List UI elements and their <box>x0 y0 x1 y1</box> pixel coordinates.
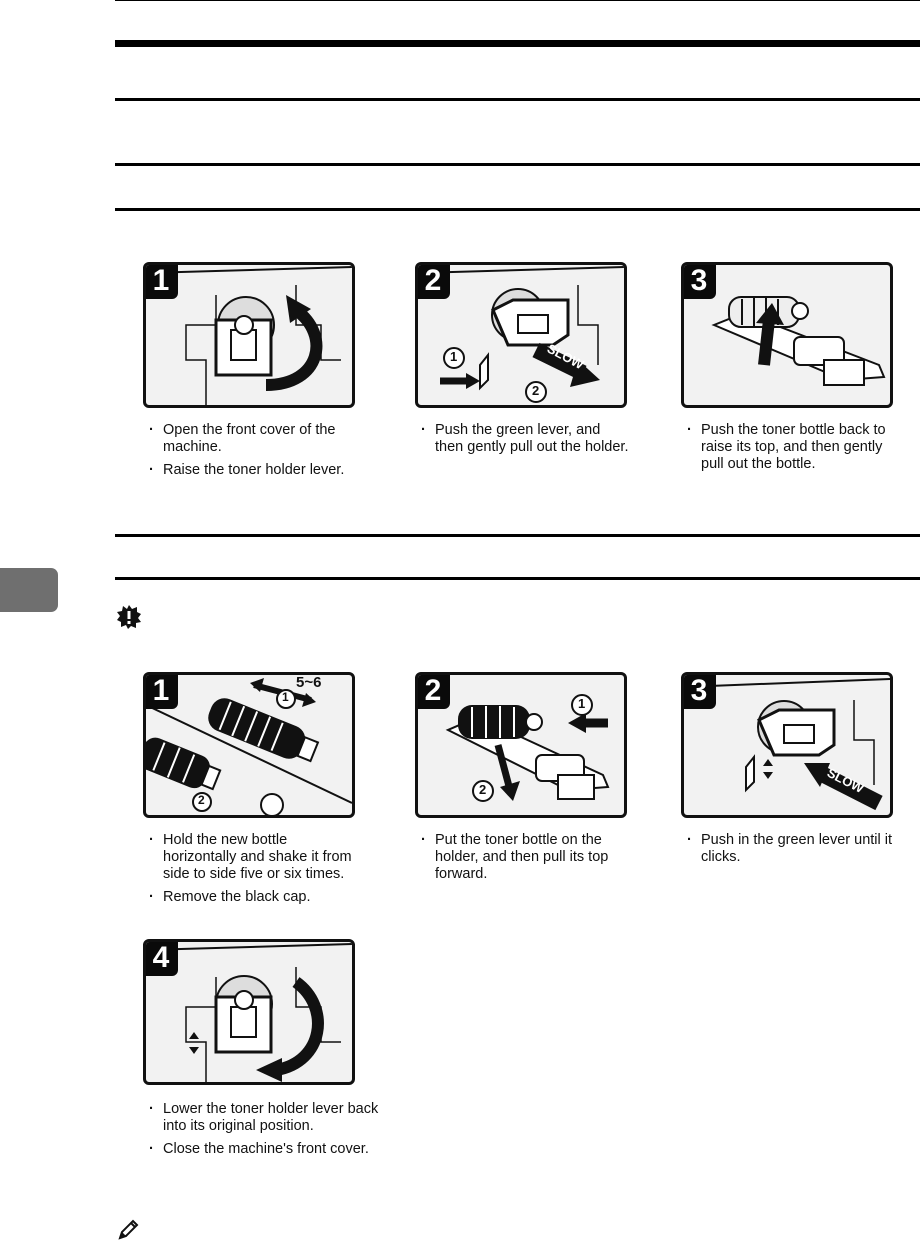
slow-label: SLOW <box>544 340 587 373</box>
caption-bullet: · Remove the black cap. <box>147 889 357 906</box>
step-number-badge: 1 <box>144 673 178 709</box>
caption-bullet: · Open the front cover of the machine. <box>147 422 379 456</box>
remove-step-1-caption <box>147 422 379 485</box>
insert-step-3-figure <box>681 672 893 818</box>
note-pencil-icon <box>116 1218 140 1242</box>
step-number-badge: 2 <box>416 263 450 299</box>
caption-bullet: · Push in the green lever until it clicks. <box>685 832 903 866</box>
insert-step-1-caption <box>147 832 357 912</box>
step-number-badge: 3 <box>682 263 716 299</box>
step-number-badge: 4 <box>144 940 178 976</box>
insert-step-4-caption <box>147 1101 379 1164</box>
insert-step-2-figure <box>415 672 627 818</box>
caption-bullet: · Hold the new bottle horizontally and shake it from side to side five or six times. <box>147 832 357 883</box>
header-thick-rule <box>115 40 920 47</box>
section-rule-2 <box>115 163 920 166</box>
header-hairline-rule <box>115 0 920 1</box>
circled-number-2: 2 <box>532 383 540 398</box>
insert-step-1-figure <box>143 672 355 818</box>
caption-bullet: · Lower the toner holder lever back into its original position. <box>147 1101 379 1135</box>
remove-step-2-figure <box>415 262 627 408</box>
remove-step-3-caption <box>685 422 903 479</box>
remove-step-1-figure <box>143 262 355 408</box>
section-rule-3 <box>115 208 920 211</box>
step-number-badge: 3 <box>682 673 716 709</box>
remove-step-2-caption <box>419 422 629 462</box>
important-icon <box>116 604 142 630</box>
caption-bullet: · Raise the toner holder lever. <box>147 462 379 479</box>
slow-label: SLOW <box>824 764 867 797</box>
insert-step-3-caption <box>685 832 903 872</box>
section-rule-4 <box>115 534 920 537</box>
circled-number-2: 2 <box>198 793 205 807</box>
caption-bullet: · Put the toner bottle on the holder, and then pull its top forward. <box>419 832 629 883</box>
circled-number-2: 2 <box>479 782 487 797</box>
step-number-badge: 1 <box>144 263 178 299</box>
remove-step-3-figure <box>681 262 893 408</box>
caption-bullet: · Close the machine's front cover. <box>147 1141 379 1158</box>
caption-bullet: · Push the green lever, and then gently pull out the holder. <box>419 422 629 456</box>
step-number-badge: 2 <box>416 673 450 709</box>
insert-step-4-figure <box>143 939 355 1085</box>
chapter-side-tab <box>0 568 58 612</box>
shake-count-label: 5~6 <box>296 674 322 691</box>
circled-number-1: 1 <box>282 690 289 704</box>
section-rule-5 <box>115 577 920 580</box>
section-rule-1 <box>115 98 920 101</box>
circled-number-1: 1 <box>578 696 586 711</box>
circled-number-1: 1 <box>450 349 458 364</box>
caption-bullet: · Push the toner bottle back to raise its top, and then gently pull out the bottle. <box>685 422 903 473</box>
insert-step-2-caption <box>419 832 629 889</box>
